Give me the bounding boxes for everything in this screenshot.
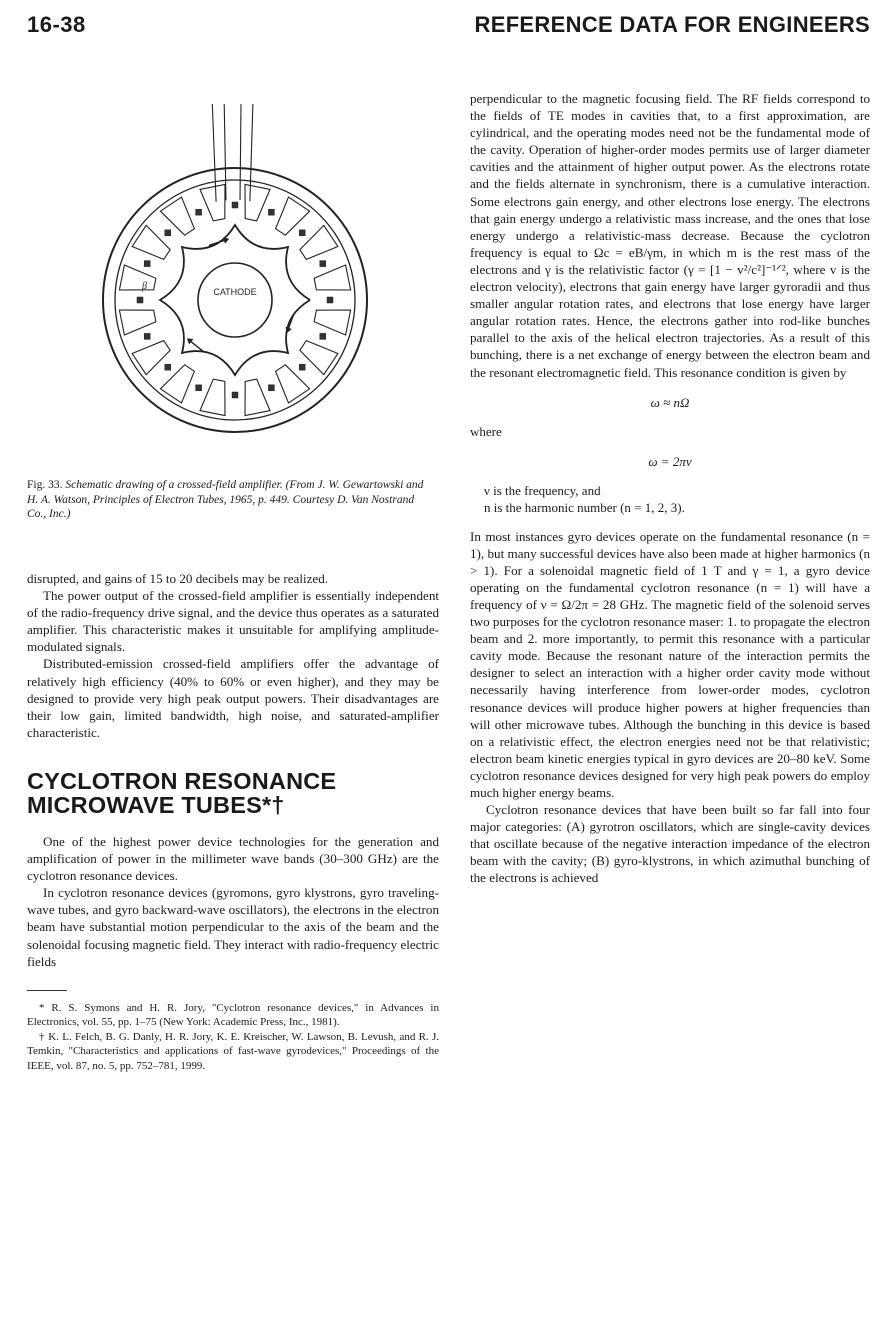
paragraph: In cyclotron resonance devices (gyromons, gyro klystrons, gyro traveling-wave tubes, and gyro backward-wave oscillators), the electrons in the electron beam have substantial motion perpendicular to the axis of the beam and the solenoidal focusing magnetic field. They interact with radio-frequency electric fields	[27, 885, 439, 969]
definition: n is the harmonic number (n = 1, 2, 3).	[484, 499, 685, 515]
strap-marker	[299, 364, 305, 370]
cavity-slot	[200, 184, 225, 221]
figure-caption	[27, 478, 427, 522]
equation-frequency: ω = 2πν	[648, 453, 692, 469]
strap-marker	[268, 209, 274, 215]
footnote-rule	[27, 990, 67, 991]
paragraph: perpendicular to the magnetic focusing field. The RF fields correspond to the fields of TE modes in cavities that, to a first approximation, are cylindrical, and the operating modes need not be the fundamental mode of the cavity. Operation of higher-order modes permits use of larger diameter cavities and the attainment of higher output power. As the electrons rotate and the fields alternate in synchronism, there is a cumulative interaction. Some electrons gain energy, and other electrons lose energy. The electrons that gain energy undergo a relativistic mass increase, and the ones that lose energy undergo a relativistic-mass decrease. Because the cyclotron frequency is equal to Ωc = eB/γm, in which m is the rest mass of the electrons and γ is the relativistic factor (γ = [1 − v²/c²]⁻¹ᐟ², where v is the electron velocity), electrons that gain energy have larger gyroradii and thus smaller angular rotation rates, and electrons that lose energy have larger angular rotation rates. Hence, the electrons gather into rod-like bunches parallel to the axis of the helical electron trajectories. As a result of this bunching, there is a net exchange of energy between the electron beam and the resonant electromagnetic field. This resonance condition is given by	[470, 91, 870, 380]
rf-lead	[240, 104, 241, 200]
paragraph: One of the highest power device technologies for the generation and amplification of power in the millimeter wave bands (30–300 GHz) are the cyclotron resonance devices.	[27, 833, 439, 884]
strap-marker	[268, 385, 274, 391]
inner-ring	[115, 180, 355, 420]
paragraph: The power output of the crossed-field amplifier is essentially independent of the radio-frequency drive signal, and the device thus operates as a saturated amplifier. This characteristic makes it unsuitable for amplifying amplitude-modulated signals.	[27, 588, 439, 655]
strap-marker	[320, 333, 326, 339]
cavity-slot	[314, 265, 351, 290]
cavity-slot	[245, 184, 270, 221]
section-heading: CYCLOTRON RESONANCE MICROWAVE TUBES*†	[27, 767, 337, 818]
footnote: * R. S. Symons and H. R. Jory, "Cyclotron resonance devices," in Advances in Electronics, vol. 55, pp. 1–75 (New York: Academic Press, Inc., 1981).	[27, 1001, 439, 1029]
cavity-slot	[314, 310, 351, 335]
left-body	[27, 570, 439, 1074]
strap-marker	[232, 202, 238, 208]
paragraph: Cyclotron resonance devices that have been built so far fall into four major categories: (A) gyrotron oscillators, which are single-cavity devices that oscillate because of the negative interaction impedance of the electron beam with the cavity; (B) gyro-klystrons, in which azimuthal bunching of the electrons is achieved	[470, 802, 870, 886]
page-number: 16-38	[27, 12, 86, 37]
left-column	[27, 88, 439, 1073]
right-column	[470, 90, 870, 887]
arrow-head	[223, 238, 229, 244]
cavity-slot	[245, 379, 270, 416]
strap-marker	[196, 209, 202, 215]
strap-marker	[196, 385, 202, 391]
strap-marker	[165, 230, 171, 236]
strap-marker	[144, 261, 150, 267]
arrow-head	[286, 327, 292, 333]
caption-label: Fig. 33.	[27, 479, 63, 491]
definition: ν is the frequency, and	[484, 482, 601, 498]
footnote: † K. L. Felch, B. G. Danly, H. R. Jory, K. E. Kreischer, W. Lawson, B. Levush, and R. J. Temkin, "Characteristics and applications of fast-wave gyrodevices," Proceedings of the IEEE, vol. 87, no. 5, pp. 752–781, 1999.	[27, 1030, 439, 1073]
rf-lead	[250, 104, 253, 201]
beta-label: β	[142, 281, 147, 292]
strap-marker	[165, 364, 171, 370]
cathode-circle	[198, 263, 272, 337]
cavity-slot	[119, 310, 155, 335]
caption-text: Schematic drawing of a crossed-field amplifier. (From J. W. Gewartowski and H. A. Watson, Principles of Electron Tubes, 1965, p. 449. Courtesy D. Van Nostrand Co., Inc.)	[27, 479, 424, 520]
paragraph: disrupted, and gains of 15 to 20 decibels may be realized.	[27, 571, 329, 586]
strap-marker	[299, 230, 305, 236]
strap-marker	[137, 297, 143, 303]
running-title: REFERENCE DATA FOR ENGINEERS	[474, 12, 870, 37]
crossed-field-amplifier-diagram	[27, 88, 439, 470]
paragraph: Distributed-emission crossed-field amplifiers offer the advantage of relatively high efficiency (40% to 60% or even higher), and they may be designed to provide very high peak output powers. Their disadvantages are their low gain, limited bandwidth, high noise, and saturated-amplifier characteristic.	[27, 656, 439, 740]
where-label: where	[470, 423, 502, 439]
strap-marker	[144, 333, 150, 339]
cfa-schematic	[27, 88, 439, 470]
strap-marker	[327, 297, 333, 303]
cavity-slot	[119, 265, 155, 290]
interaction-boundary	[160, 225, 310, 375]
strap-marker	[232, 392, 238, 398]
cavity-slot	[200, 379, 225, 416]
cathode-label: CATHODE	[213, 287, 257, 297]
equation-resonance: ω ≈ nΩ	[650, 394, 690, 410]
strap-marker	[320, 261, 326, 267]
paragraph: In most instances gyro devices operate on the fundamental resonance (n = 1), but many successful devices have also been made at higher harmonics (n > 1). For a solenoidal magnetic field of 1 T and γ = 1, a gyro device operating on the fundamental cyclotron resonance (n = 1) will have a frequency of ν = Ω/2π = 28 GHz. The magnetic field of the solenoid serves two purposes for the cyclotron resonance maser: 1. to propagate the electron beam and 2. more importantly, to permit this resonance with a particular cavity mode. Because the resonant nature of the interaction permits the designer to select an interaction with a higher order cavity mode without necessarily having interference from lower-order modes, cyclotron resonance devices will produce higher powers at higher frequencies than will other microwave tubes. Although the bunching in this device is based on a relativistic effect, the electron energies need not be that relativistic; electron beam kinetic energies typical in gyro devices are 20–80 keV. Some cyclotron resonance devices designed for very high peak powers do employ much higher energy beams.	[470, 528, 870, 800]
